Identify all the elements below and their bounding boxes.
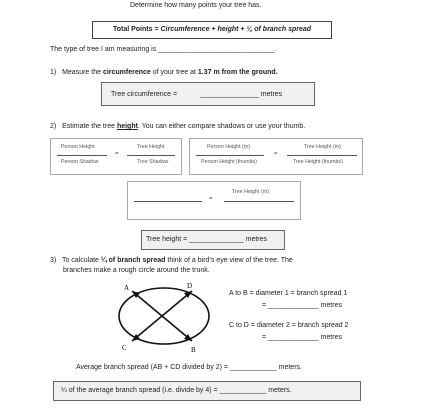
step2-text-b: height	[116, 123, 138, 130]
formula-box	[92, 21, 332, 39]
tree-type-label: The type of tree I am measuring is	[50, 46, 159, 53]
step2-instruction	[50, 123, 305, 130]
shadow-num-left: Person Height	[61, 144, 95, 150]
point-c-label: C	[122, 344, 127, 352]
step2-text-a: Estimate the tree	[62, 123, 117, 130]
shadow-ratio-box	[50, 138, 182, 175]
quarter-spread-label: ¼ of the average branch spread (i.e. divide by 4) =	[61, 387, 218, 394]
tree-height-blank[interactable]: ______________	[189, 236, 244, 243]
cd-blank[interactable]: = _____________ metres	[262, 334, 342, 341]
step3-text-c: think of a bird’s eye view of the tree. The	[165, 257, 293, 264]
calc-equals: =	[209, 196, 213, 202]
intro-text: Determine how many points your tree has.	[130, 2, 262, 9]
average-spread-blank[interactable]: ____________	[229, 364, 277, 371]
calc-num-right: Tree Height (m)	[232, 189, 269, 195]
step1-text-c: of your tree at	[150, 69, 198, 76]
step3-instruction	[50, 256, 380, 276]
shadow-equals: =	[115, 151, 119, 157]
point-d-label: D	[187, 282, 193, 290]
point-b-label: B	[191, 346, 196, 354]
step1-text-a: Measure the	[62, 69, 103, 76]
step3-number: 3)	[50, 257, 57, 264]
step2-number: 2)	[50, 123, 57, 130]
step3-text-a: To calculate	[61, 257, 101, 264]
branch-circle	[119, 288, 209, 344]
step3-text-b: ¼ of branch spread	[100, 257, 166, 264]
circumference-blank[interactable]: _______________	[200, 91, 259, 98]
height-calc-box	[127, 181, 301, 220]
thumb-den-left: Person Height (thumbs)	[201, 159, 257, 165]
step2-text-c: . You can either compare shadows or use your thumb.	[137, 123, 306, 130]
branch-spread-diagram	[110, 278, 220, 356]
step3-text-d: branches make a rough circle around the trunk.	[63, 267, 210, 274]
point-a-label: A	[124, 284, 130, 292]
formula-lead: Total Points =	[112, 26, 161, 33]
shadow-den-right: Tree Shadow	[137, 159, 169, 165]
thumb-den-right: Tree Height (thumbs)	[293, 159, 343, 165]
tree-type-row	[50, 46, 277, 53]
step1-text-b: circumference	[102, 69, 151, 76]
quarter-spread-unit: meters.	[268, 387, 292, 394]
quarter-spread-blank[interactable]: ____________	[219, 387, 267, 394]
average-spread-row	[76, 364, 302, 371]
circumference-label: Tree circumference =	[111, 91, 178, 98]
quarter-spread-box	[53, 381, 361, 401]
shadow-den-left: Person Shadow	[61, 159, 99, 165]
ab-blank[interactable]: = _____________ metres	[262, 302, 342, 309]
average-spread-label: Average branch spread (AB + CD divided by 2) =	[76, 364, 229, 371]
step1-instruction	[50, 69, 278, 76]
step1-text-d: 1.37 m from the ground.	[197, 69, 278, 76]
tree-height-label: Tree height =	[146, 236, 188, 243]
thumb-num-right: Tree Height (m)	[304, 144, 341, 150]
formula-body: Circumference + height + ¼ of branch spread	[160, 26, 312, 33]
tree-height-box	[141, 230, 285, 250]
thumb-equals: =	[274, 151, 278, 157]
average-spread-unit: meters.	[278, 364, 302, 371]
step1-number: 1)	[50, 69, 57, 76]
shadow-num-right: Tree Height	[137, 144, 165, 150]
ab-label: A to B = diameter 1 = branch spread 1	[229, 290, 348, 297]
tree-type-blank[interactable]: ______________________________.	[158, 46, 277, 53]
thumb-num-left: Person Height (m)	[207, 144, 250, 150]
circumference-unit: metres	[260, 91, 283, 98]
circumference-box	[101, 82, 315, 106]
thumb-ratio-box	[189, 138, 363, 175]
tree-height-unit: metres	[245, 236, 268, 243]
cd-label: C to D = diameter 2 = branch spread 2	[229, 322, 349, 329]
